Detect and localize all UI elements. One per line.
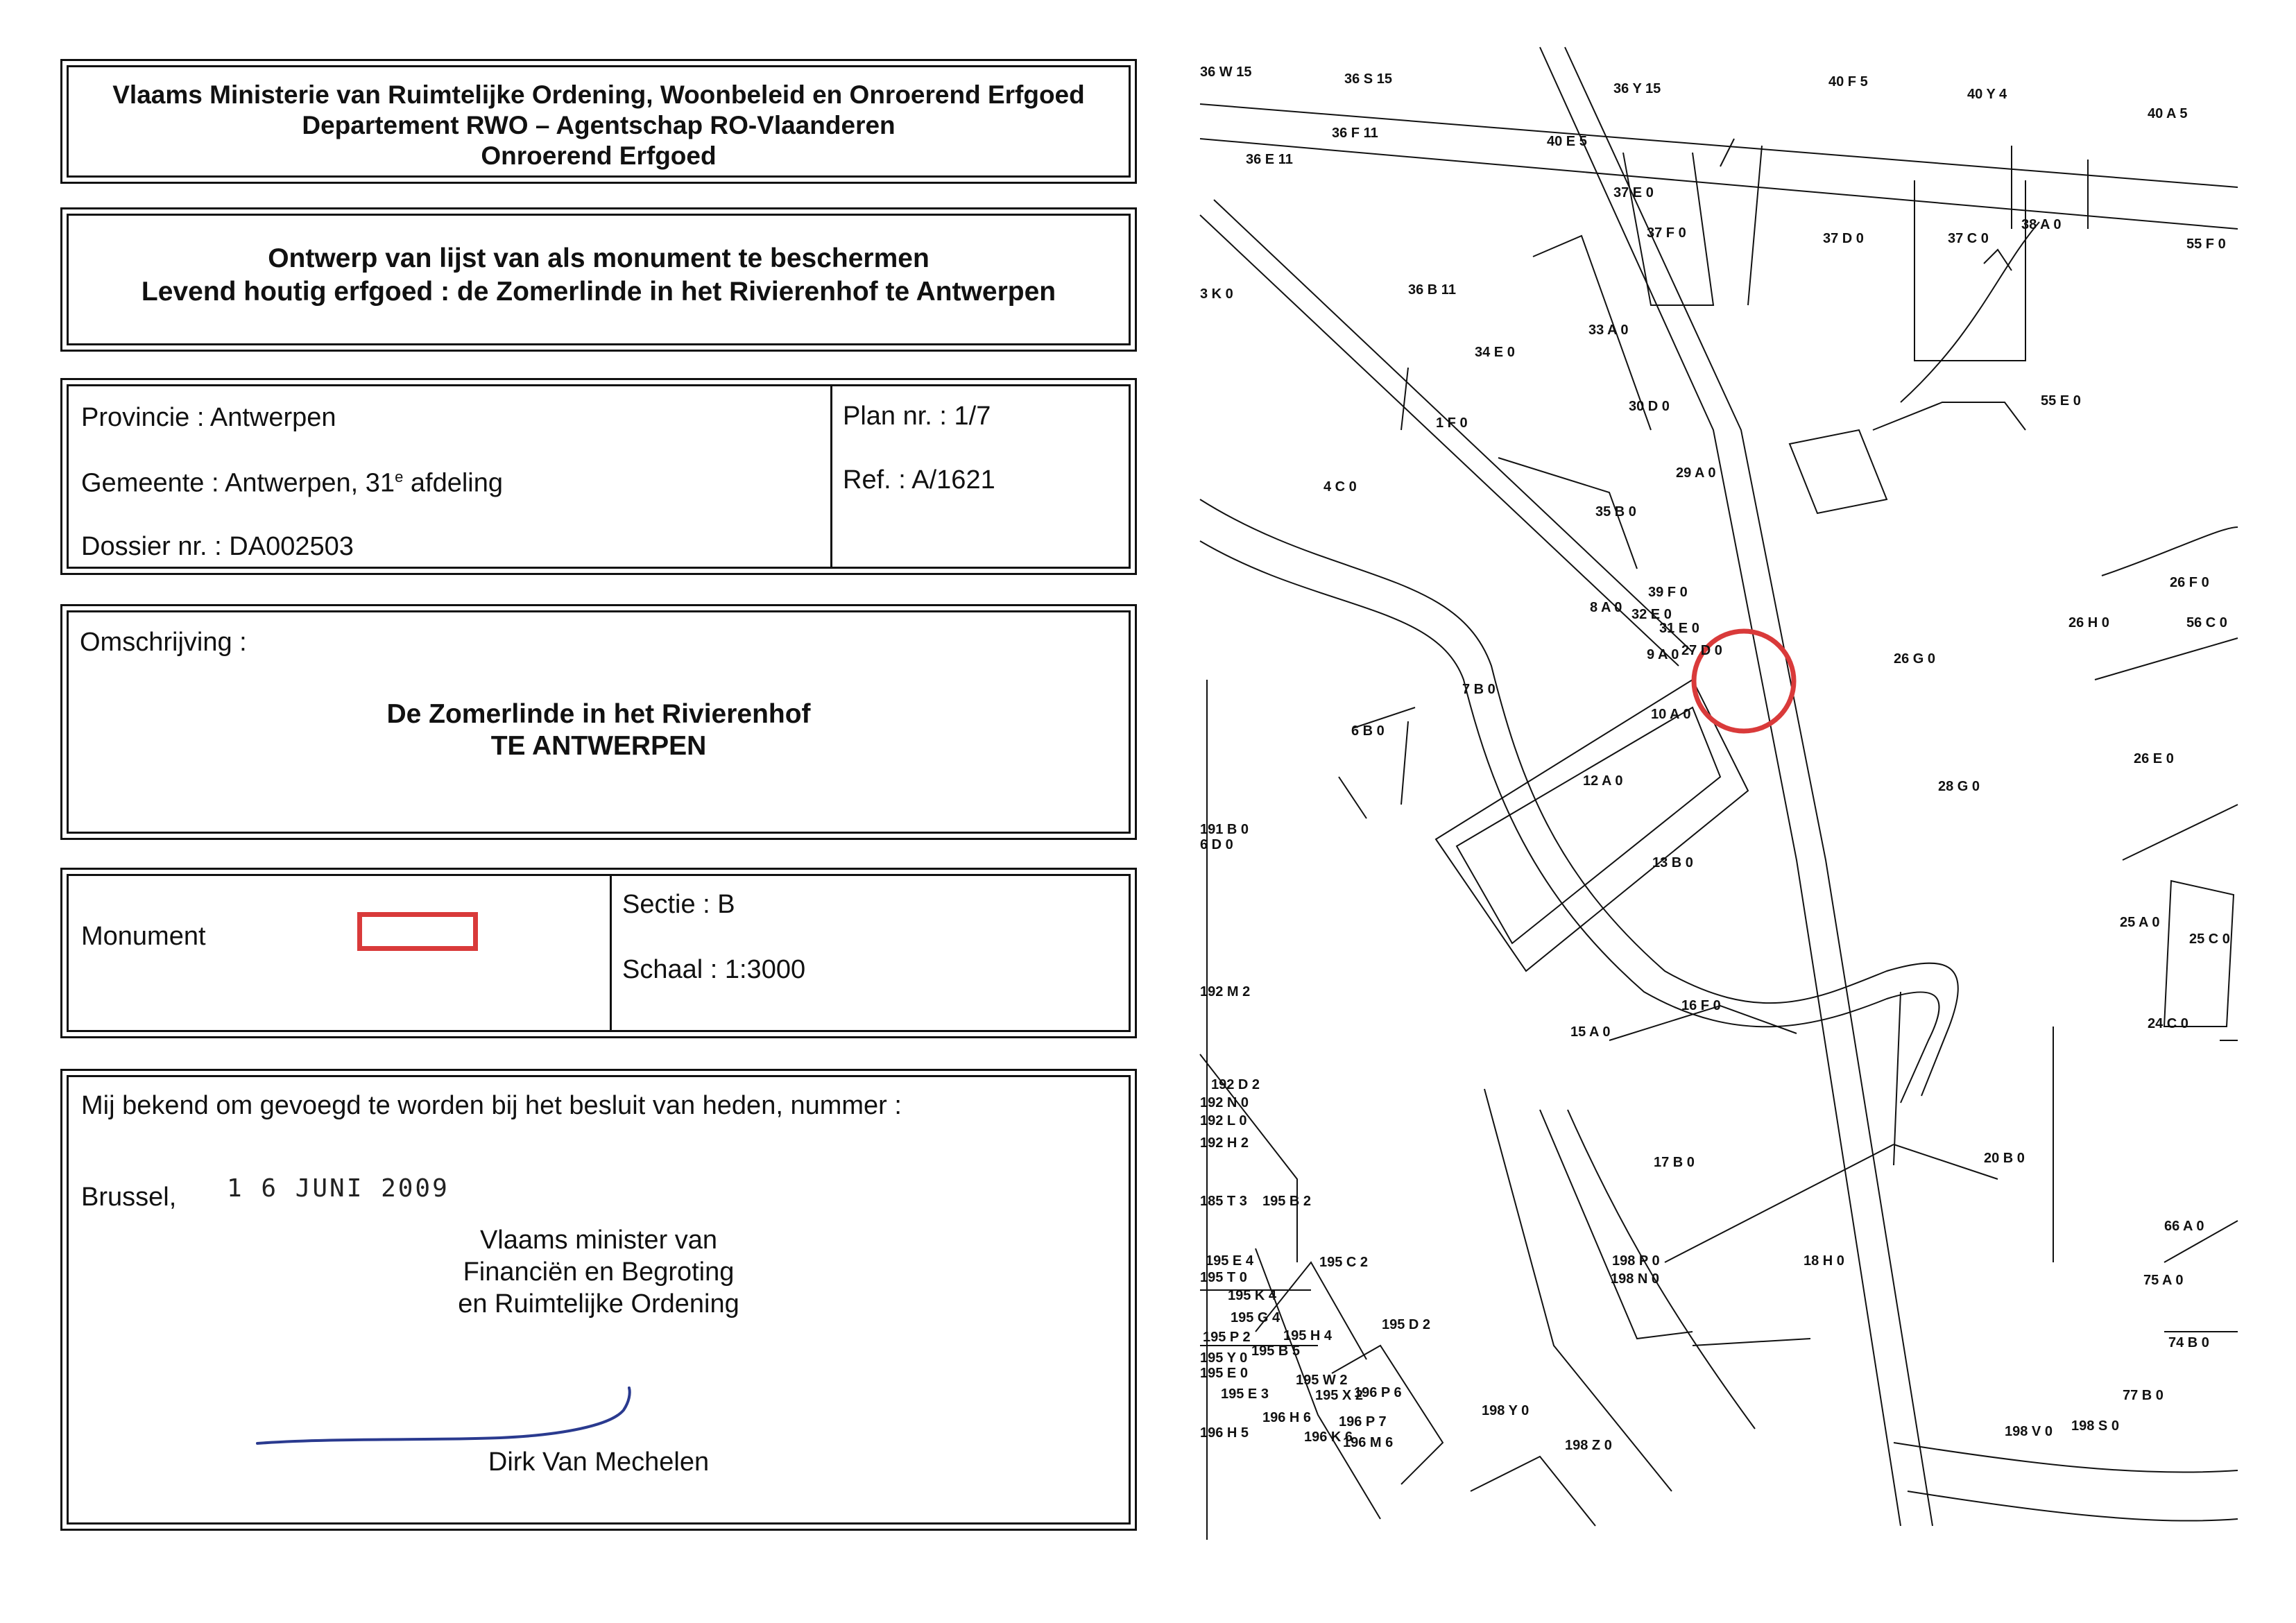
description-line-2: TE ANTWERPEN — [490, 731, 707, 761]
ministry-line-1: Vlaams Ministerie van Ruimtelijke Ordening, Woonbeleid en Onroerend Erfgoed — [112, 80, 1085, 109]
reference: Ref. : A/1621 — [843, 465, 995, 495]
parcel-label: 198 N 0 — [1611, 1271, 1660, 1287]
parcel-label: 40 A 5 — [2148, 106, 2188, 121]
handwritten-signature — [250, 1375, 639, 1452]
gemeente-superscript: e — [395, 468, 404, 486]
signature-box — [67, 1075, 1131, 1525]
legend-divider — [610, 876, 612, 1030]
parcel-label: 10 A 0 — [1651, 707, 1691, 722]
parcel-label: 198 P 0 — [1612, 1253, 1660, 1269]
parcel-label: 30 D 0 — [1629, 399, 1670, 414]
parcel-label: 195 T 0 — [1200, 1270, 1247, 1285]
parcel-label: 12 A 0 — [1583, 773, 1623, 789]
date-stamp: 1 6 JUNI 2009 — [227, 1174, 449, 1203]
parcel-label: 55 F 0 — [2186, 237, 2226, 252]
ministry-header — [67, 65, 1131, 178]
parcel-label: 185 T 3 — [1200, 1194, 1247, 1209]
parcel-label: 36 S 15 — [1344, 71, 1392, 87]
parcel-label: 192 N 0 — [1200, 1095, 1249, 1110]
parcel-label: 31 E 0 — [1659, 621, 1699, 636]
parcel-label: 195 Y 0 — [1200, 1350, 1248, 1366]
parcel-label: 13 B 0 — [1652, 855, 1693, 870]
place: Brussel, — [81, 1183, 177, 1212]
parcel-label: 40 F 5 — [1828, 74, 1868, 89]
parcel-label: 75 A 0 — [2143, 1273, 2184, 1288]
parcel-label: 36 B 11 — [1408, 282, 1456, 298]
parcel-label: 56 C 0 — [2186, 615, 2227, 630]
parcel-label: 37 F 0 — [1647, 225, 1686, 241]
parcel-label: 34 E 0 — [1475, 345, 1515, 360]
parcel-label: 3 K 0 — [1200, 286, 1233, 302]
statement: Mij bekend om gevoegd te worden bij het besluit van heden, nummer : — [81, 1091, 902, 1120]
gemeente — [81, 468, 503, 499]
parcel-label: 195 K 4 — [1228, 1288, 1277, 1303]
parcel-label: 36 Y 15 — [1613, 81, 1661, 96]
parcel-label: 196 P 7 — [1339, 1414, 1387, 1429]
parcel-label: 16 F 0 — [1681, 998, 1721, 1013]
parcel-label: 26 F 0 — [2170, 575, 2209, 590]
sectie: Sectie : B — [622, 890, 735, 919]
parcel-label: 191 B 0 — [1200, 822, 1249, 837]
parcel-label: 6 D 0 — [1200, 837, 1233, 852]
parcel-label: 29 A 0 — [1676, 465, 1716, 481]
minister-line-2: Financiën en Begroting — [463, 1257, 735, 1287]
parcel-label: 32 E 0 — [1631, 607, 1672, 622]
parcel-label: 36 E 11 — [1246, 152, 1293, 167]
monument-legend-swatch — [357, 912, 478, 951]
parcel-label: 39 F 0 — [1648, 585, 1688, 600]
parcel-label: 198 V 0 — [2005, 1424, 2053, 1439]
cadastral-map — [1193, 42, 2247, 1554]
parcel-label: 37 C 0 — [1948, 231, 1989, 246]
parcel-label: 198 S 0 — [2071, 1418, 2119, 1434]
meta-divider — [830, 386, 832, 567]
dossier-number: Dossier nr. : DA002503 — [81, 532, 354, 561]
parcel-label: 25 C 0 — [2189, 931, 2230, 947]
parcel-label: 20 B 0 — [1984, 1151, 2025, 1166]
parcel-label: 36 W 15 — [1200, 65, 1252, 80]
parcel-label: 28 G 0 — [1938, 779, 1980, 794]
parcel-label: 37 E 0 — [1613, 185, 1654, 200]
parcel-label: 74 B 0 — [2168, 1335, 2209, 1350]
minister-title — [69, 1224, 1129, 1320]
parcel-label: 77 B 0 — [2123, 1388, 2164, 1403]
parcel-label: 6 B 0 — [1351, 723, 1385, 739]
parcel-label: 33 A 0 — [1588, 323, 1629, 338]
parcel-label: 196 M 6 — [1343, 1435, 1394, 1450]
parcel-label: 38 A 0 — [2021, 217, 2062, 232]
parcel-label: 1 F 0 — [1436, 415, 1468, 431]
title-line-1: Ontwerp van lijst van als monument te beschermen — [268, 243, 929, 273]
parcel-label: 7 B 0 — [1462, 682, 1496, 697]
parcel-label: 195 B 2 — [1262, 1194, 1312, 1209]
parcel-label: 192 L 0 — [1200, 1113, 1247, 1128]
parcel-label: 24 C 0 — [2148, 1016, 2188, 1031]
parcel-label: 40 Y 4 — [1967, 87, 2007, 102]
parcel-label: 196 P 6 — [1354, 1385, 1402, 1400]
parcel-label: 196 K 6 — [1304, 1429, 1353, 1445]
parcel-label: 198 Y 0 — [1482, 1403, 1530, 1418]
ministry-line-3: Onroerend Erfgoed — [481, 141, 717, 170]
minister-line-3: en Ruimtelijke Ordening — [458, 1289, 739, 1319]
parcel-label: 195 W 2 — [1296, 1373, 1348, 1388]
parcel-label: 195 D 2 — [1382, 1317, 1431, 1332]
parcel-label: 195 X 2 — [1315, 1388, 1363, 1403]
parcel-label: 9 A 0 — [1647, 647, 1679, 662]
document-title — [67, 214, 1131, 345]
parcel-label: 66 A 0 — [2164, 1219, 2204, 1234]
parcel-label: 27 D 0 — [1681, 643, 1722, 658]
parcel-label: 26 E 0 — [2134, 751, 2174, 766]
parcel-label: 15 A 0 — [1570, 1024, 1611, 1040]
parcel-label: 4 C 0 — [1323, 479, 1357, 495]
legend-box — [67, 874, 1131, 1032]
description-line-1: De Zomerlinde in het Rivierenhof — [386, 699, 811, 729]
parcel-label: 26 H 0 — [2068, 615, 2109, 630]
parcel-label: 195 E 3 — [1221, 1386, 1269, 1402]
parcel-label: 195 H 4 — [1283, 1328, 1333, 1343]
parcel-label: 195 C 2 — [1319, 1255, 1369, 1270]
parcel-label: 17 B 0 — [1654, 1155, 1695, 1170]
parcel-label: 192 M 2 — [1200, 984, 1251, 999]
minister-line-1: Vlaams minister van — [479, 1226, 718, 1255]
parcel-label: 35 B 0 — [1595, 504, 1636, 519]
parcel-label: 196 H 5 — [1200, 1425, 1249, 1441]
parcel-label: 195 E 0 — [1200, 1366, 1248, 1381]
plan-number: Plan nr. : 1/7 — [843, 402, 991, 431]
ministry-line-2: Departement RWO – Agentschap RO-Vlaanderen — [302, 111, 896, 139]
parcel-label: 37 D 0 — [1823, 231, 1864, 246]
parcel-label: 192 H 2 — [1200, 1135, 1249, 1151]
parcel-label: 55 E 0 — [2041, 393, 2081, 409]
schaal: Schaal : 1:3000 — [622, 955, 806, 984]
gemeente-prefix: Gemeente : Antwerpen, 31 — [81, 468, 395, 498]
parcel-label: 195 P 2 — [1203, 1330, 1251, 1345]
provincie: Provincie : Antwerpen — [81, 403, 336, 432]
description-box — [67, 610, 1131, 834]
parcel-label: 26 G 0 — [1894, 651, 1936, 667]
parcel-label: 196 H 6 — [1262, 1410, 1312, 1425]
parcel-label: 195 G 4 — [1231, 1310, 1280, 1325]
dossier-info — [67, 384, 1131, 569]
description-label: Omschrijving : — [80, 628, 247, 657]
parcel-label: 195 E 4 — [1206, 1253, 1253, 1269]
title-line-2: Levend houtig erfgoed : de Zomerlinde in het Rivierenhof te Antwerpen — [141, 277, 1056, 307]
monument-label: Monument — [81, 922, 206, 951]
parcel-label: 40 E 5 — [1547, 134, 1587, 149]
minister-name: Dirk Van Mechelen — [488, 1448, 710, 1477]
parcel-label: 18 H 0 — [1804, 1253, 1844, 1269]
parcel-label: 195 B 5 — [1251, 1343, 1301, 1359]
gemeente-suffix: afdeling — [403, 468, 503, 498]
parcel-label: 36 F 11 — [1332, 126, 1378, 141]
parcel-label: 198 Z 0 — [1565, 1438, 1612, 1453]
parcel-label: 25 A 0 — [2120, 915, 2160, 930]
parcel-label: 8 A 0 — [1590, 600, 1622, 615]
parcel-label: 192 D 2 — [1211, 1077, 1260, 1092]
